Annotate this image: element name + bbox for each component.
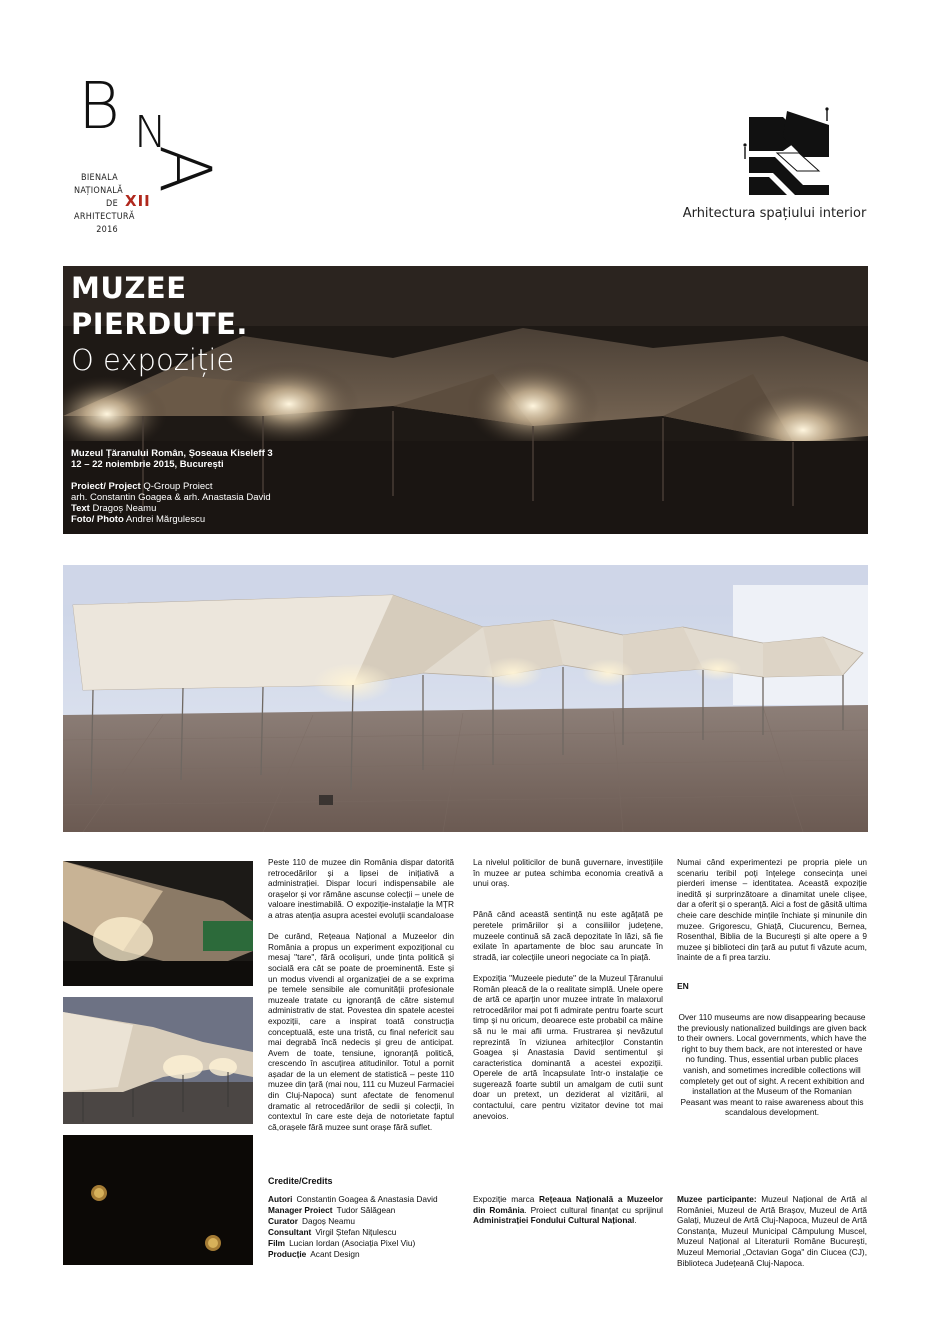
photo-label: Foto/ Photo [71,514,124,525]
project-line [71,481,273,492]
credit-value: Virgil Ștefan Nițulescu [315,1227,397,1237]
credit-value: Constantin Goagea & Anastasia David [296,1194,438,1204]
text-label: Text [71,503,90,514]
bna-letter-b: B [78,70,120,144]
photo-value: Andrei Mărgulescu [125,514,206,525]
credit-row [268,1238,468,1249]
sponsor-network: Rețeaua Națională a Muzeelor din România [473,1194,664,1215]
bna-edition: XII [125,192,151,210]
credits-title: Credite/Credits [268,1176,333,1186]
english-summary: Over 110 museums are now disappearing because the previously nationalized buildings are given back to their owners. Local governments, which have the right to buy them back, are not interested or have no funding. Thus, essential urban public places vanish, and sometimes incredible collections will completely get out of sight. A recent exhibition and installation at the Museum of the Romanian Peasant was meant to raise awareness about this scandalous development. [677,1012,867,1118]
bna-line: ARHITECTURĂ [74,212,135,222]
credit-label: Manager Proiect [268,1205,333,1215]
credit-label: Curator [268,1216,298,1226]
sponsor-text: . Proiect cultural finanțat cu sprijinul [524,1204,663,1215]
text-line [71,503,273,514]
hero-banner [63,266,868,534]
paragraph: De curând, Rețeaua Național a Muzeelor din România a propus un experiment expozițional cu mesaj "tare", fără ocolișuri, unde ținta politică și socială era cât se poate de proeminentă. Este și un modus vivendi al organizației de a se exprima pe temele sensibile ale comunității profesionale muzeale tratate cu ignoranță de către sistemul administrativ de stat. Povestea din spatele acestei expoziții, care a inspirat toată construcția conceptuală, este una tristă, cu final nefericit sau mai degrabă încă nedecis și greu de anticipat. Avem de toate, tensiune, ignoranță politică, crescendo în ascuțirea atitudinilor. Totul a pornit așadar de la un element de statistică – peste 110 muzee din țară (mai nou, 111 cu Muzeul Farmaciei din Cluj-Napoca) sunt afectate de fenomenul dramatic al retrocedărilor de sedii și colecții, în contextul în care este deja de notorietate faptul că,orașele fără muzee sunt orașe fără suflet. [268,931,454,1132]
paragraph: Numai când experimentezi pe propria piele un scenariu teribil poți înțelege consecința unei pierderi imense – identitatea. Această expoziție inedită și surprinzătoare a dinamitat unele clișee, dar a oferit și o speranță. Aici a fost de găsită ultima cheie care deschide mințile închiate și minunile din muzee. Grigorescu, Ghiață, Ciucurencu, Bernea, Rosenthal, Biblia de la București și alte opere a 9 muzee și biblioteci din țară au putut fi văzute acum, înainte de a fi prea tarziu. [677,857,868,963]
paragraph: Peste 110 de muzee din România dispar datorită retrocedărilor și a lipsei de inițiativă a administrației. Dispar locuri indispensabile ale orașelor și vor rămâne ascunse colecții – unele de valoare inestimabilă. O expoziție-instalație la MȚR a atras atenția asupra acestei evoluții scandaloase [268,857,454,920]
photo-line [71,514,273,525]
installation-photo-main [63,565,868,832]
credit-value: Dagoș Neamu [301,1216,356,1226]
participants-text: Muzeul Național de Artă al României, Muzeul de Artă Brașov, Muzeul de Artă Galați, Muzeul de Artă Cluj-Napoca, Muzeul de Artă Constanța, Muzeul Municipal Câmpulung Muscel, Muzeul Național al Literaturii Române București, Muzeul Memorial „Octavian Goga" din Ciucea (CJ), Biblioteca Județeană Cluj-Napoca. [677,1194,868,1268]
sponsor-fund: Administrației Fondului Cultural Național [473,1215,635,1226]
credit-row [268,1249,468,1260]
exhibition-title [71,270,248,378]
exhibition-info [71,448,273,525]
venue-address: Șoseaua Kiseleff 3 [188,448,273,459]
credit-row [268,1227,468,1238]
sponsor-note [473,1194,663,1226]
bna-line: BIENALA [80,173,118,183]
credit-row [268,1216,468,1227]
credit-label: Consultant [268,1227,312,1237]
title-line: PIERDUTE. [71,307,248,341]
credits-list [268,1194,468,1260]
title-line: MUZEE [71,271,187,305]
sponsor-text: Expoziție marca [473,1194,535,1204]
article-column-2 [473,857,663,1132]
venue-line [71,448,273,459]
participating-museums [677,1194,867,1268]
credit-row [268,1205,468,1216]
installation-photo-detail-2 [63,997,253,1124]
project-label: Proiect/ Project [71,481,141,492]
participants-label: Muzee participante: [677,1194,757,1204]
paragraph: Expoziția "Muzeele piedute" de la Muzeul Țăranului Român pleacă de la o realitate simplă. Unele opere de artă ce aparțin unor muzee intrate în malaxorul retrocedărilor mai pot fi admirate pentru foarte scurt timp și nu oricum, deoarece este probabil ca mâine să nu le mai afli urma. Frustrarea și nevăzutul reprezintă în viziunea arhitecților Constantin Goagea și Anastasia David sentimentul și caracteristica dominantă a acestei expoziții. Operele de artă încapsulate într-o instalație ce sugerează foarte subtil un amalgam de cutii sunt doar un pretext, un deziderat al vizitării, al contactului, care pentru vizitator devine tot mai anevoios. [473,972,663,1121]
bna-line: DE [106,199,118,209]
bna-letter-a: A [144,145,226,193]
bna-line: NAȚIONALĂ [74,186,123,196]
exhibition-dates: 12 – 22 noiembrie 2015, București [71,459,224,470]
bna-line: 2016 [96,225,118,235]
credit-row [268,1194,468,1205]
section-logo-icon [743,107,835,199]
project-value: Q-Group Proiect [143,481,213,492]
bna-letter-n: N [134,107,167,158]
bna-wordmark [74,172,135,237]
text-value: Dragoș Neamu [92,503,157,514]
sponsor-text: . [634,1215,637,1226]
installation-photo-detail-3 [63,1135,253,1265]
credit-label: Producție [268,1249,307,1259]
credit-label: Autori [268,1194,293,1204]
credit-value: Acant Design [310,1249,360,1259]
credit-value: Tudor Sălăgean [336,1205,396,1215]
installation-photo-detail-1 [63,861,253,986]
venue-name: Muzeul Țăranului Român, [71,448,187,459]
credit-value: Lucian Iordan (Asociația Pixel Viu) [289,1238,416,1248]
credit-label: Film [268,1238,286,1248]
paragraph: La nivelul politicilor de bună guvernare, investițiile în muzee ar putea schimba economia creativă a unui oraș. [473,857,663,889]
paragraph: Până când această sentință nu este agățată pe peretele primăriilor și a consiliilor județene, muzeele continuă să zacă depozitate în lăzi, să fie exilate în apartamente de bloc sau aruncate în stradă, iar colecțiile uneori negociate ca în piață. [473,909,663,962]
article-column-1 [268,857,454,1143]
english-label: EN [677,981,689,991]
title-line: O expoziție [71,343,235,377]
article-column-3 [677,857,867,974]
section-name: Arhitectura spațiului interior [682,206,867,221]
architects: arh. Constantin Goagea & arh. Anastasia David [71,492,271,503]
